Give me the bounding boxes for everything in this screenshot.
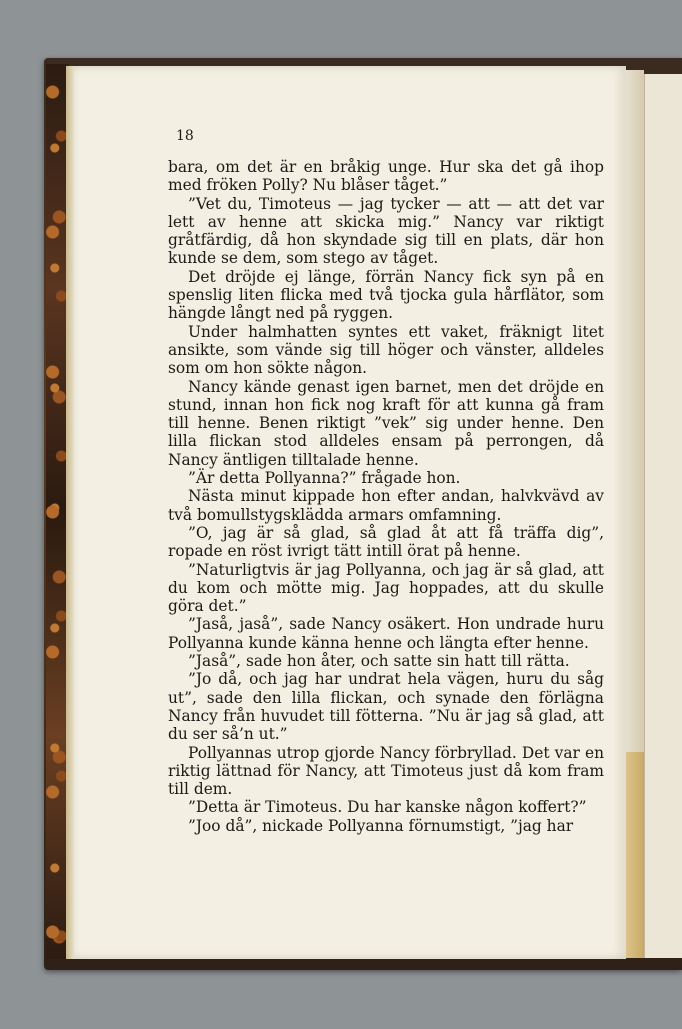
paragraph: ”Detta är Timoteus. Du har kanske någon koffert?” [188, 798, 587, 817]
paragraph: ”Är detta Pollyanna?” frågade hon. [188, 469, 461, 488]
paragraph: ”Jaså”, sade hon åter, och satte sin hatt till rätta. [188, 652, 570, 671]
paragraph: Nästa minut kippade hon efter andan, halvkvävd av två bomullstygsklädda armars omfamning. [168, 487, 604, 524]
page-text [168, 158, 604, 835]
next-page-edge [644, 74, 682, 958]
paragraph: Pollyannas utrop gjorde Nancy förbryllad. Det var en riktig lättnad för Nancy, att Timoteus just då kom fram till dem. [168, 743, 604, 799]
paragraph: ”O, jag är så glad, så glad åt att få träffa dig”, ropade en röst ivrigt tätt intill örat på henne. [168, 523, 604, 561]
paragraph: Det dröjde ej länge, förrän Nancy fick syn på en spenslig liten flicka med två tjocka gula hårflätor, som hängde långt ned på ryggen. [168, 267, 604, 323]
paragraph: Under halmhatten syntes ett vaket, fräknigt litet ansikte, som vände sig till höger och vänster, alldeles som om hon sökte någon. [168, 322, 604, 378]
page-number: 18 [176, 128, 194, 144]
marbled-spine-edge [46, 64, 68, 959]
page-gutter [66, 66, 74, 959]
paragraph: ”Jo då, och jag har undrat hela vägen, huru du såg ut”, sade den lilla flickan, och synade den förlägna Nancy från huvudet till fötterna. ”Nu är jag så glad, att du ser så’n ut.” [168, 670, 604, 744]
paragraph: Nancy kände genast igen barnet, men det dröjde en stund, innan hon fick nog kraft för att kunna gå fram till henne. Benen riktigt ”vek” sig under henne. Den lilla flickan stod alldeles ensam på perrongen, då Nancy äntligen tilltalade henne. [168, 377, 604, 469]
paragraph: ”Joo då”, nickade Pollyanna förnumstigt, ”jag har [188, 816, 574, 835]
paragraph: ”Naturligtvis är jag Pollyanna, och jag är så glad, att du kom och mötte mig. Jag hoppades, att du skulle göra det.” [168, 560, 604, 616]
page-stain [626, 752, 644, 958]
paragraph: bara, om det är en bråkig unge. Hur ska det gå ihop med fröken Polly? Nu blåser tåget.” [168, 158, 604, 195]
paragraph: ”Jaså, jaså”, sade Nancy osäkert. Hon undrade huru Pollyanna kunde känna henne och längta efter henne. [168, 615, 604, 652]
paragraph: ”Vet du, Timoteus — jag tycker — att — att det var lett av henne att skicka mig.” Nancy var riktigt gråtfärdig, då hon skyndade sig till en plats, där hon kunde se dem, som stego av tåget. [168, 194, 604, 268]
